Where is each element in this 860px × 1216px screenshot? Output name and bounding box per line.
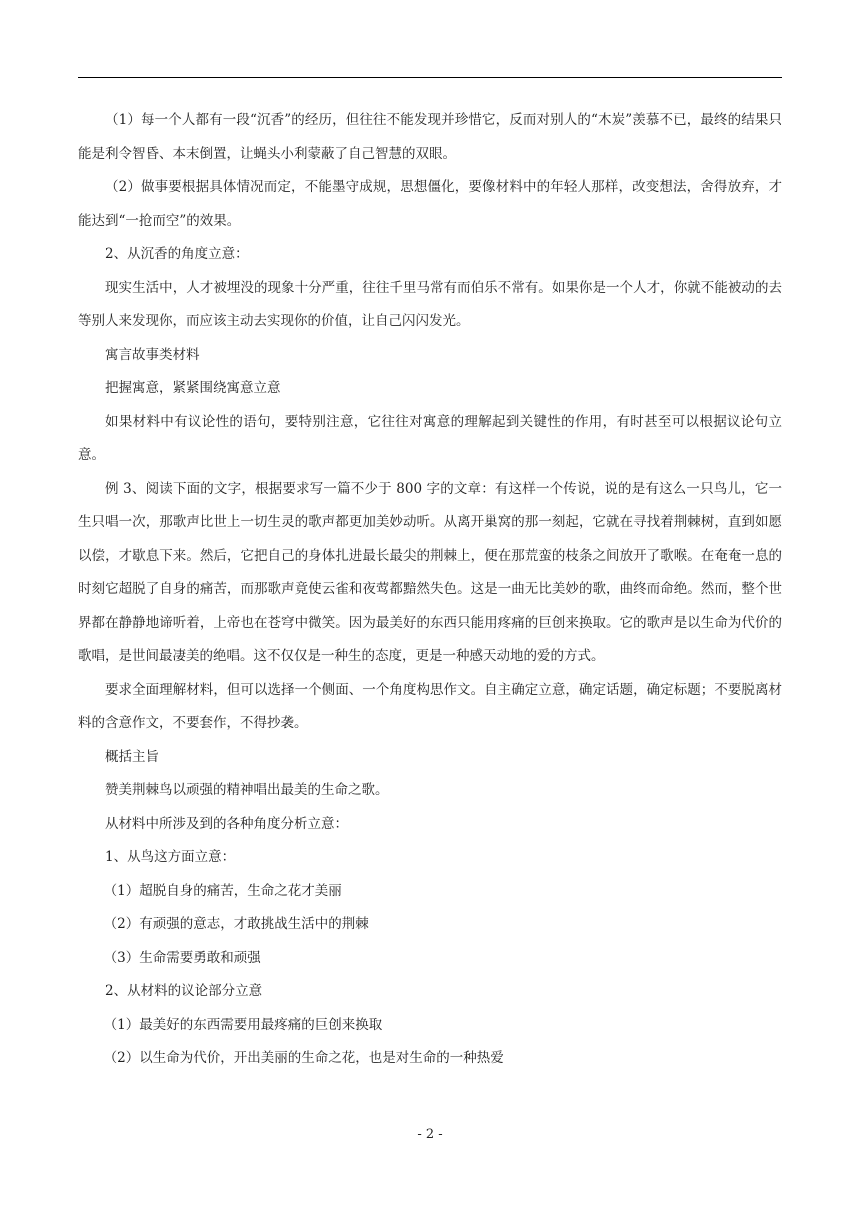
- list-item: （2）有顽强的意志，才敢挑战生活中的荆棘: [103, 916, 369, 932]
- paragraph: 要求全面理解材料，但可以选择一个侧面、一个角度构思作文。自主确定立意，确定话题，确定标题；不要脱离材料的含意作文，不要套作，不得抄袭。: [78, 681, 782, 731]
- section-heading: 寓言故事类材料: [105, 346, 200, 363]
- paragraph: 把握寓意，紧紧围绕寓意立意: [105, 380, 281, 396]
- list-item: （1）最美好的东西需要用最疼痛的巨创来换取: [103, 1016, 383, 1033]
- paragraph: （2）做事要根据具体情况而定，不能墨守成规，思想僵化，要像材料中的年轻人那样，改变想法，舍得放弃，才能达到“一抢而空”的效果。: [78, 179, 782, 229]
- paragraph: 1、从鸟这方面立意：: [105, 849, 236, 865]
- page-number: - 2 -: [417, 1127, 443, 1142]
- paragraph: 赞美荆棘鸟以顽强的精神唱出最美的生命之歌。: [105, 782, 389, 798]
- list-item: （1）超脱自身的痛苦，生命之花才美丽: [103, 882, 342, 899]
- header-rule: [78, 77, 782, 78]
- document-body: [78, 104, 782, 1076]
- paragraph: 概括主旨: [105, 748, 159, 765]
- list-item: （3）生命需要勇敢和顽强: [103, 949, 261, 966]
- paragraph: 例 3、阅读下面的文字，根据要求写一篇不少于 800 字的文章：有这样一个传说，说的是有这么一只鸟儿，它一生只唱一次，那歌声比世上一切生灵的歌声都更加美妙动听。从离开巢窝的那一刻起，它就在寻找着荆棘树，直到如愿以偿，才歇息下来。然后，它把自己的身体扎进最长最尖的荆棘上，便在那荒蛮的枝条之间放开了歌喉。在奄奄一息的时刻它超脱了自身的痛苦，而那歌声竟使云雀和夜莺都黯然失色。这是一曲无比美妙的歌，曲终而命绝。然而，整个世界都在静静地谛听着，上帝也在苍穹中微笑。因为最美好的东西只能用疼痛的巨创来换取。它的歌声是以生命为代价的歌唱，是世间最凄美的绝唱。这不仅仅是一种生的态度，更是一种感天动地的爱的方式。: [78, 480, 782, 664]
- paragraph: 如果材料中有议论性的语句，要特别注意，它往往对寓意的理解起到关键性的作用，有时甚至可以根据议论句立意。: [78, 413, 782, 463]
- paragraph: 2、从材料的议论部分立意: [105, 983, 263, 999]
- list-item: （2）以生命为代价，开出美丽的生命之花，也是对生命的一种热爱: [103, 1050, 504, 1066]
- paragraph: 2、从沉香的角度立意：: [105, 246, 249, 262]
- paragraph: （1）每一个人都有一段“沉香”的经历，但往往不能发现并珍惜它，反而对别人的“木炭”羡慕不已，最终的结果只能是利令智昏、本末倒置，让蝇头小利蒙蔽了自己智慧的双眼。: [78, 112, 782, 162]
- paragraph: 现实生活中，人才被埋没的现象十分严重，往往千里马常有而伯乐不常有。如果你是一个人才，你就不能被动的去等别人来发现你，而应该主动去实现你的价值，让自己闪闪发光。: [78, 279, 782, 329]
- paragraph: 从材料中所涉及到的各种角度分析立意：: [105, 815, 348, 832]
